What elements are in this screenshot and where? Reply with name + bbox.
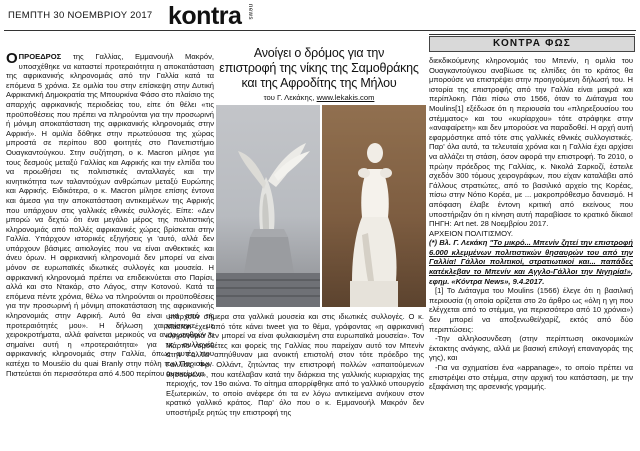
footnote-item: -Την αλληλοσυνδεση (στην περίπτωση οικονομικών έκτακτης ανάγκης, αλλά με βασική επιλογή επαναγοράς της γης), και <box>429 334 633 363</box>
source-prefix: (*) Βλ. Γ. Λεκάκη <box>429 238 488 248</box>
footnote-item: -Για να σχηματίσει ένα «appanage», το οποίο πρέπει να επιστρέψει στο στέμμα, στην αρχική του κατάσταση, με την εξαφάνιση της αρσενικής γραμμής. <box>429 363 633 392</box>
lead-word: ΠΡΟΕΔΡΟΣ <box>18 52 62 61</box>
byline-author: του Γ. Λεκάκης, <box>263 93 315 102</box>
article-paragraph: διεκδικούμενης κληρονομιάς του Μπενίν, η ομιλία του Ουαγκαντούγκου αναβίωσε τις ελπίδες ότι το κράτος θα μπορούσε να επιστρέψει στην προηγούμενη δήλωσή του. Η ιστορία της επιστροφής από την Γαλλία είναι μακρά και περίπλοκη. Πάει πίσω στο 1566, όταν το Διάταγμα του Moulins[1] εξέδωσε ότι η περιουσία του «πληρεξουσίου του στέμματος» και του «κυρίαρχου» τότε στράφηκε στην «αναφαίρετη» και δεν μπορούσε να παραδοθεί. Η αρχή αυτή εφαρμόστηκε από τότε στις γαλλικές εθνικές συλλογιστικές. Παρ' όλα αυτά, τα τελευταία χρόνια και η Γαλλία έχει αρχίσει να αλλάζει τη στάση, όσον αφορά την επιστροφή. Το 2010, ο πρώην πρόεδρος της Γαλλίας, κ. Νικολά Σαρκοζί, έστειλε σχεδόν 300 τόμους χειρογράφων, που είχαν καταλάβει από Γάλλους στρατιώτες, από το βασιλικό αρχείο της Κορέας, πίσω στην Νότιο Κορέα, με ... μακροπρόθεσμο δανεισμό. Η απόφαση έλαβε έντονη κριτική από εκείνους που υποστήριζαν ότι η κίνηση αυτή παραβίασε το κρατικό δίκαιο! ΠΗΓΗ: Art net. 28 Νοεμβρίου 2017. <box>429 56 633 229</box>
source-tail: , εφημ. «Κόντρα News», 9.4.2017. <box>429 267 633 286</box>
venus-de-milo-photo <box>322 105 426 307</box>
article-headline-box <box>214 46 424 106</box>
article-column-3 <box>429 56 633 446</box>
article-title-line: Ανοίγει ο δρόμος για την <box>253 46 385 60</box>
article-title-line: επιστροφή της νίκης της Σαμοθράκης <box>219 61 419 75</box>
source-reference <box>429 238 633 286</box>
byline <box>214 93 424 102</box>
article-title <box>214 46 424 91</box>
newspaper-logo: kontra <box>168 2 242 30</box>
section-top-rule <box>429 34 635 35</box>
article-paragraph: υπάρχουν σήμερα στα γαλλικά μουσεία και στις ιδιωτικές συλλογές. Ο κ. Macron έχει από τότε κάνει tweet για το θέμα, γράφοντας «η αφρικανική κληρονομιά δεν μπορεί να είναι φυλακισμένη στα ευρωπαϊκά μουσεία». Τον Μάρτιο νομοθέτες και φορείς της Γαλλίας που παρείχαν αυτό τον Μπενίν στην Γαλλία απηύθυναν μια ανοικτή επιστολή στον τότε πρόεδρο της Γαλλίας, Φρ. Ολλάντ, ζητώντας την επιστροφή πολλών «απαιτούμενων θησαυρών», που κατέλαβαν κατά την διάρκεια της γαλλικής κυριαρχίας της περιοχής, τον 19ο αιώνα. Το αίτημα απορρίφθηκε από το γαλλικό υπουργείο Εξωτερικών, το οποίο ανέφερε ότι τα εν λόγω αντικείμενα ανήκουν στον κρατικό γαλλικό κράτος. Παρ' όλο που ο κ. Εμμανουήλ Μακρόν δεν υποστήριξε ρητώς την επιστροφή της <box>166 312 424 417</box>
article-title-line: και της Αφροδίτης της Μήλου <box>241 76 397 90</box>
issue-date: ΠΕΜΠΤΗ 30 ΝΟΕΜΒΡΙΟΥ 2017 <box>8 10 153 21</box>
section-header: ΚΟΝΤΡΑ ΦΩΣ <box>429 36 635 52</box>
footnote: [1] Το Διάταγμα του Moulins (1566) έλεγε ότι η βασιλική περιουσία (η οποία ορίζεται στο 2ο άρθρο ως «όλη η γη που ελέγχεται από το στέμμα, για περισσότερο από 10 χρόνια») δεν μπορεί να αποξενωθεί/χαρίζ, εκτός από δύο περιπτώσεις: <box>429 286 633 334</box>
victory-of-samothrace-photo <box>216 105 320 307</box>
source-quote[interactable]: "Το μικρό... Μπενίν ζητεί την επιστροφή 6.000 κλεμμένων πολιτιστικών θησαυρών του από την Γαλλία! Γάλλοι πολιτικοί, στρατιωτικοί και... παπάδες κατέκλεβαν το Μπενίν και Αγγλο-Γάλλοι την Νιγηρία!» <box>429 238 633 277</box>
newspaper-logo-sub: news <box>247 4 253 21</box>
article-paragraph: της Γαλλίας, Εμμανουήλ Μακρόν, υποσχέθηκε να καταστεί προτεραιότητα η αποκατάσταση της αφρικανικής κληρονομιάς από την Γαλλία κατά τα επόμενα 5 χρόνια. Σε ομιλία του στην επίσκεψη στην Δυτική Αφρικανική Δημοκρατία της Μπουρκίνα Φάσο στο πλαίσιο της απαρχής αφρικανικής περιοδείας του, είπε ότι θέλει «τις προϋποθέσεις που πρέπει να πληρούνται για την προσωρινή ή μόνιμη αποκατάσταση της αφρικανικής κληρονομιάς στην Αφρική». Η ομιλία δόθηκε στην πρωτεύουσα της χώρας μπροστά σε περίπου 800 φοιτητές στο Πανεπιστήμιο Ουαγκαντούγκου. Στην συζήτηση, ο κ. Macron μίλησε για τους δεσμούς μεταξύ Γαλλίας και Αφρικής και την ελπίδα του να προωθήσει τις πολιτιστικές ανταλλαγές και την κινητικότητα των ταλαντούχων ανθρώπων μεταξύ Ευρώπης και Αφρικής. Ειδικότερα, ο κ. Macron μίλησε επίσης έντονα και άμεσα για την αποκατάσταση αντικειμένων της Αφρικής που υπάρχουν στις γαλλικές εθνικές συλλογές. Είπε: «Δεν μπορώ να δεχτώ ότι ένα μεγάλο μέρος της πολιτιστικής κληρονομιάς από πολλές αφρικανικές χώρες βρίσκεται στην Γαλλία. Υπάρχουν ιστορικές εξηγήσεις γι 'αυτό, αλλά δεν υπάρχουν βάσιμες αιτιολογίες που να είναι ανθεκτικές και άνευ όρων. Η αφρικανική κληρονομιά δεν μπορεί να είναι μόνον σε ευρωπαϊκές ιδιωτικές συλλογές και μουσεία. Η αφρικανική κληρονομιά πρέπει να επιδεικνύεται στο Παρίσι, αλλά και στο Ντακάρ, στο Λάγος, στην Κοτονού. Κατά τα επόμενα πέντε χρόνια, θέλω να πληρούνται οι προϋποθέσεις για την προσωρινή ή μόνιμη αποκατάσταση της αφρικανικής κληρονομιάς στην Αφρική. Αυτό θα είναι μια από τις προτεραιότητές μου». Η δήλωση χαιρετίστηκε με χειροκροτήματα, αλλά φαίνεται μερικούς να αναρωτηθούν τι σημαίνει αυτή η «προτεραιότητα» για τις συλλογές αφρικανικής κληρονομιάς στην Γαλλία, όπως αυτές που κατέχει το Mousέio du quai Branly στην πόλη των Παρισίων. Πιστεύεται ότι περισσότερα από 4.500 περίπου αντικείμενα <box>6 52 214 378</box>
article-column-2 <box>166 312 424 447</box>
dropcap: Ο <box>6 52 18 67</box>
archive-label: ΑΡΧΕΙΟΝ ΠΟΛΙΤΙΣΜΟΥ. <box>429 228 513 238</box>
header-divider <box>4 30 636 31</box>
byline-link[interactable]: www.lekakis.com <box>316 93 375 102</box>
